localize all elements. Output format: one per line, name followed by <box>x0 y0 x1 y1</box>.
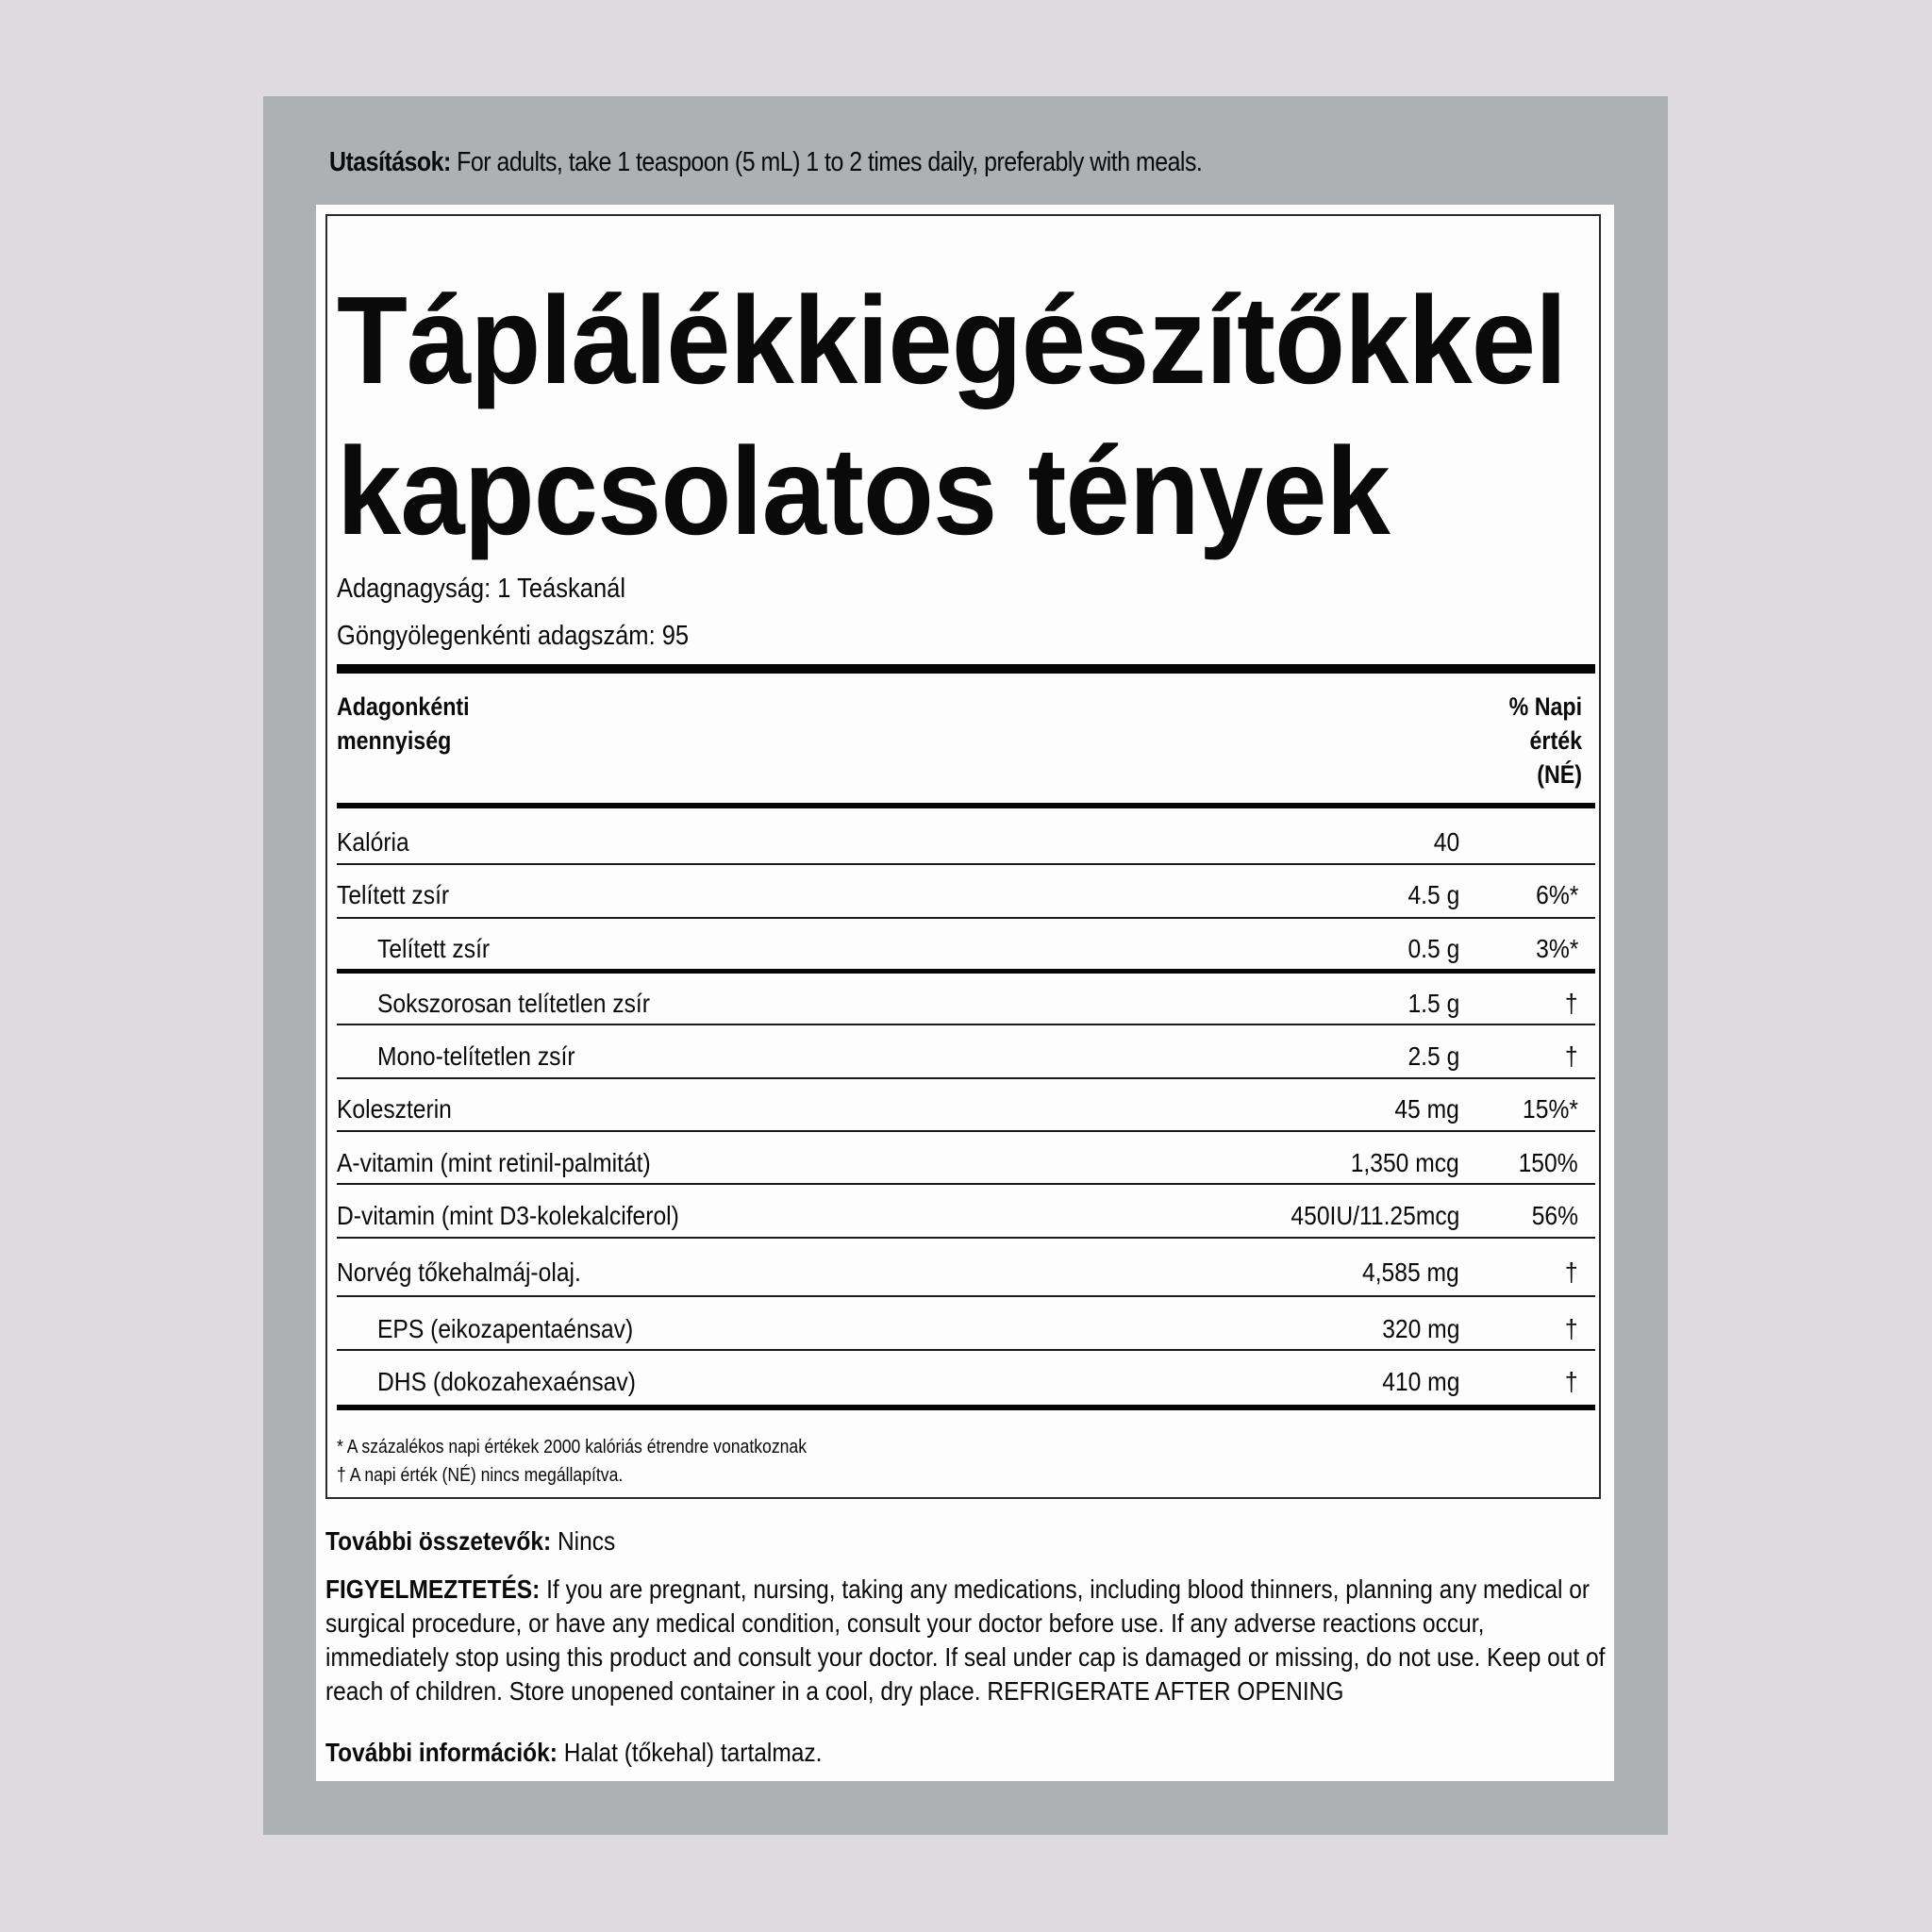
nutrient-label: A-vitamin (mint retinil-palmitát) <box>337 1148 651 1177</box>
directions-label: Utasítások: <box>329 147 451 177</box>
nutrient-label: Kalória <box>337 827 409 857</box>
header-right-line2: érték <box>1529 726 1582 755</box>
footnote-percent-dv: * A százalékos napi értékek 2000 kalóriás étrendre vonatkoznak <box>337 1437 807 1457</box>
nutrient-amount: 1,350 mcg <box>1350 1148 1459 1177</box>
header-left-line1: Adagonkénti <box>337 692 470 721</box>
daily-value-header <box>1509 690 1582 791</box>
nutrient-label: EPS (eikozapentaénsav) <box>377 1314 634 1343</box>
other-ingredients-label: További összetevők: <box>325 1526 552 1556</box>
warning-label: FIGYELMEZTETÉS: <box>325 1574 541 1604</box>
nutrient-dv: 6%* <box>1535 880 1578 909</box>
header-left-line2: mennyiség <box>337 726 452 755</box>
row-divider <box>337 1183 1595 1185</box>
header-right-line1: % Napi <box>1508 692 1582 721</box>
row-divider <box>337 1237 1595 1239</box>
nutrient-amount: 320 mg <box>1381 1314 1459 1343</box>
facts-title-line1: Táplálékkiegészítőkkel <box>337 271 1567 409</box>
additional-info-text: Halat (tőkehal) tartalmaz. <box>557 1738 823 1767</box>
nutrient-dv: 3%* <box>1535 934 1578 963</box>
row-divider <box>337 1024 1595 1025</box>
nutrient-dv: 15%* <box>1523 1094 1578 1124</box>
facts-title-line2: kapcsolatos tények <box>337 422 1390 560</box>
other-ingredients-text: Nincs <box>551 1526 616 1556</box>
warning-paragraph <box>325 1573 1613 1708</box>
nutrient-amount: 450IU/11.25mcg <box>1291 1201 1459 1230</box>
nutrient-label: Sokszorosan telítetlen zsír <box>377 989 650 1018</box>
nutrient-amount: 1.5 g <box>1407 989 1459 1018</box>
other-ingredients <box>325 1524 615 1558</box>
servings-per-container: Göngyölegenkénti adagszám: 95 <box>337 621 690 651</box>
nutrient-label: DHS (dokozahexaénsav) <box>377 1367 636 1396</box>
nutrient-amount: 4,585 mg <box>1362 1257 1459 1287</box>
row-divider <box>337 1130 1595 1132</box>
nutrient-amount: 0.5 g <box>1407 934 1459 963</box>
nutrient-dv: 150% <box>1518 1148 1578 1177</box>
row-divider <box>337 1349 1595 1351</box>
serving-info <box>337 565 689 659</box>
thick-divider <box>337 803 1595 808</box>
nutrient-amount: 40 <box>1433 827 1459 857</box>
nutrient-dv: 56% <box>1531 1201 1578 1230</box>
nutrient-dv: † <box>1565 989 1578 1018</box>
additional-info <box>325 1736 822 1770</box>
nutrient-label: Mono-telítetlen zsír <box>377 1041 575 1071</box>
nutrient-amount: 4.5 g <box>1407 880 1459 909</box>
nutrient-dv: † <box>1565 1041 1578 1071</box>
additional-info-label: További információk: <box>325 1738 558 1767</box>
nutrient-label: Telített zsír <box>337 880 450 909</box>
directions-text: For adults, take 1 teaspoon (5 mL) 1 to 2 times daily, preferably with meals. <box>450 147 1203 177</box>
row-divider <box>337 1077 1595 1079</box>
facts-title <box>337 265 1566 567</box>
nutrient-label: Koleszterin <box>337 1094 452 1124</box>
amount-per-serving-header <box>337 690 470 758</box>
thick-divider <box>337 1405 1595 1410</box>
directions <box>329 147 1202 178</box>
thick-divider <box>337 664 1595 674</box>
footnotes <box>337 1433 807 1490</box>
serving-size: Adagnagyság: 1 Teáskanál <box>337 574 626 604</box>
nutrient-label: Telített zsír <box>377 934 491 963</box>
nutrient-dv: † <box>1565 1257 1578 1287</box>
row-divider <box>337 1295 1595 1297</box>
footnote-dv-not-established: † A napi érték (NÉ) nincs megállapítva. <box>337 1465 624 1486</box>
header-right-line3: (NÉ) <box>1537 760 1582 789</box>
row-divider <box>337 863 1595 865</box>
nutrient-label: Norvég tőkehalmáj-olaj. <box>337 1257 581 1287</box>
medium-divider <box>337 969 1595 974</box>
warning-text: If you are pregnant, nursing, taking any medications, including blood thinners, planning any medical or surgical procedure, or have any medical condition, consult your doctor before use. If any adverse reactions occur, immediately stop using this product and consult your doctor. If seal under cap is damaged or missing, do not use. Keep out of reach of children. Store unopened container in a cool, dry place. REFRIGERATE AFTER OPENING <box>325 1574 1606 1706</box>
nutrient-amount: 410 mg <box>1381 1367 1459 1396</box>
nutrient-amount: 2.5 g <box>1407 1041 1459 1071</box>
nutrient-label: D-vitamin (mint D3-kolekalciferol) <box>337 1201 679 1230</box>
nutrient-dv: † <box>1565 1314 1578 1343</box>
label-card <box>316 205 1614 1781</box>
nutrient-amount: 45 mg <box>1394 1094 1459 1124</box>
nutrient-dv: † <box>1565 1367 1578 1396</box>
supplement-facts-box <box>325 214 1601 1499</box>
row-divider <box>337 917 1595 919</box>
